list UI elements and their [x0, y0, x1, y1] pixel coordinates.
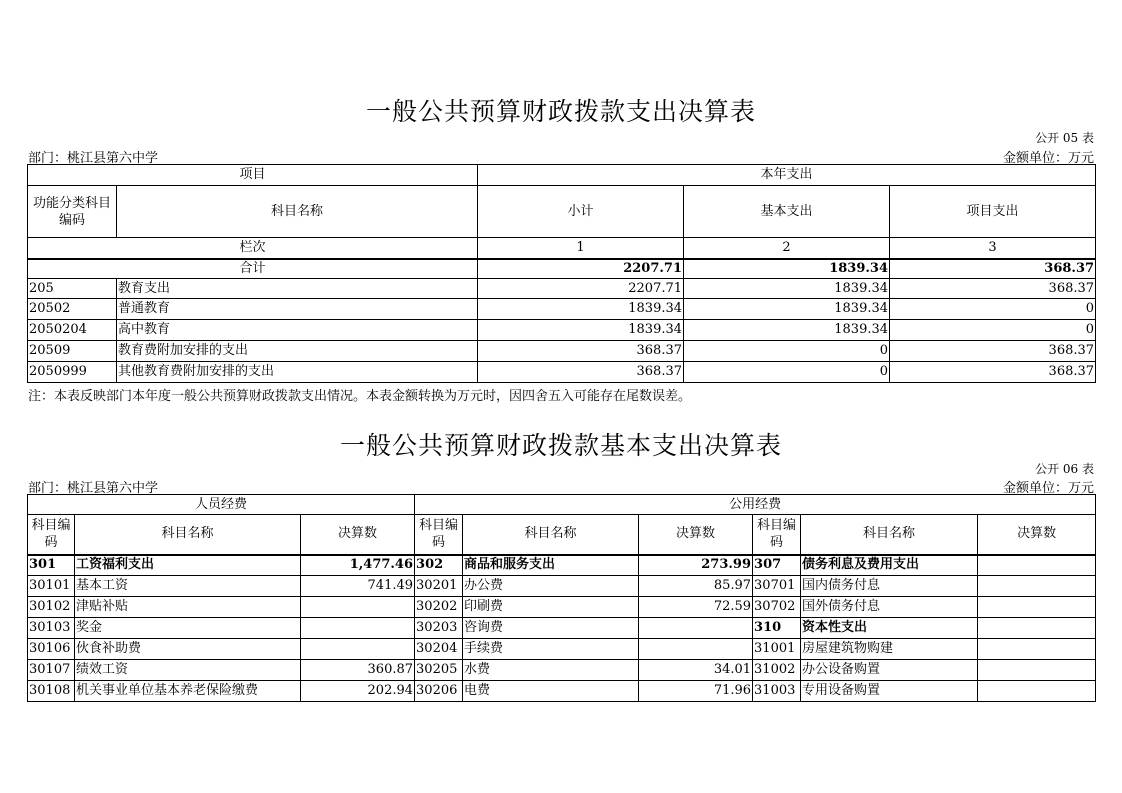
table-row [28, 597, 1096, 618]
row-code-1: 30101 [28, 576, 75, 597]
row-name: 高中教育 [117, 320, 478, 341]
row-amount-1 [301, 618, 415, 639]
row-project: 368.37 [890, 341, 1096, 362]
row-code-3: 31003 [753, 681, 801, 702]
total-project: 368.37 [890, 259, 1096, 279]
row-amount-1: 1,477.46 [301, 555, 415, 576]
table-row [28, 341, 1096, 362]
row-subtotal: 368.37 [478, 362, 684, 383]
table2-number: 公开 06 表 [1035, 462, 1094, 476]
row-amount-2: 72.59 [639, 597, 753, 618]
header-name-1: 科目名称 [75, 515, 301, 555]
header-item: 项目 [28, 165, 478, 186]
row-code-3: 307 [753, 555, 801, 576]
table2-title: 一般公共预算财政拨款基本支出决算表 [339, 431, 782, 460]
row-name-2: 水费 [463, 660, 639, 681]
row-name-2: 电费 [463, 681, 639, 702]
row-amount-1: 360.87 [301, 660, 415, 681]
table1-department: 部门：桃江县第六中学 [28, 151, 159, 166]
header-personnel: 人员经费 [28, 495, 415, 515]
row-name: 普通教育 [117, 299, 478, 320]
header-project: 项目支出 [890, 186, 1096, 238]
table1-title: 一般公共预算财政拨款支出决算表 [365, 97, 756, 126]
header-public: 公用经费 [415, 495, 1096, 515]
row-basic: 0 [684, 362, 890, 383]
header-current-year: 本年支出 [478, 165, 1096, 186]
row-amount-3 [978, 597, 1096, 618]
row-code-3: 30701 [753, 576, 801, 597]
row-name: 教育费附加安排的支出 [117, 341, 478, 362]
appropriation-expenditure-table [27, 164, 1096, 383]
total-label: 合计 [28, 259, 478, 279]
table-row [28, 362, 1096, 383]
table2-department: 部门：桃江县第六中学 [28, 481, 159, 496]
row-basic: 1839.34 [684, 299, 890, 320]
row-name-1: 机关事业单位基本养老保险缴费 [75, 681, 301, 702]
row-code-2: 30204 [415, 639, 463, 660]
row-amount-1 [301, 597, 415, 618]
row-code-3: 310 [753, 618, 801, 639]
column-number-2: 2 [684, 238, 890, 259]
column-number-3: 3 [890, 238, 1096, 259]
row-code-2: 30201 [415, 576, 463, 597]
table-row [28, 299, 1096, 320]
header-amount-1: 决算数 [301, 515, 415, 555]
header-subtotal: 小计 [478, 186, 684, 238]
row-project: 368.37 [890, 279, 1096, 299]
row-subtotal: 1839.34 [478, 320, 684, 341]
row-amount-1: 202.94 [301, 681, 415, 702]
row-code-1: 30103 [28, 618, 75, 639]
header-code-2: 科目编码 [415, 515, 463, 555]
table-row [28, 618, 1096, 639]
row-name: 教育支出 [117, 279, 478, 299]
header-name: 科目名称 [117, 186, 478, 238]
header-code-3: 科目编码 [753, 515, 801, 555]
row-name-3: 债务利息及费用支出 [801, 555, 978, 576]
row-name-1: 基本工资 [75, 576, 301, 597]
row-amount-2: 71.96 [639, 681, 753, 702]
row-amount-2: 85.97 [639, 576, 753, 597]
row-amount-1 [301, 639, 415, 660]
row-subtotal: 368.37 [478, 341, 684, 362]
row-amount-3 [978, 576, 1096, 597]
table-row [28, 320, 1096, 341]
row-code: 20502 [28, 299, 117, 320]
table-row [28, 660, 1096, 681]
row-name-3: 资本性支出 [801, 618, 978, 639]
table-row [28, 555, 1096, 576]
row-name-3: 专用设备购置 [801, 681, 978, 702]
row-project: 368.37 [890, 362, 1096, 383]
row-code: 20509 [28, 341, 117, 362]
row-name-1: 工资福利支出 [75, 555, 301, 576]
row-name-2: 商品和服务支出 [463, 555, 639, 576]
table-row [28, 681, 1096, 702]
row-amount-2: 34.01 [639, 660, 753, 681]
row-name-3: 国内债务付息 [801, 576, 978, 597]
row-project: 0 [890, 299, 1096, 320]
row-subtotal: 2207.71 [478, 279, 684, 299]
row-name-1: 绩效工资 [75, 660, 301, 681]
row-name-3: 国外债务付息 [801, 597, 978, 618]
header-basic: 基本支出 [684, 186, 890, 238]
row-code-1: 30108 [28, 681, 75, 702]
row-name-2: 印刷费 [463, 597, 639, 618]
header-name-2: 科目名称 [463, 515, 639, 555]
row-code: 2050204 [28, 320, 117, 341]
total-basic: 1839.34 [684, 259, 890, 279]
table2-unit: 金额单位：万元 [1002, 481, 1094, 496]
row-code-2: 30205 [415, 660, 463, 681]
row-amount-3 [978, 555, 1096, 576]
row-name-2: 办公费 [463, 576, 639, 597]
table-row [28, 639, 1096, 660]
column-number-1: 1 [478, 238, 684, 259]
row-subtotal: 1839.34 [478, 299, 684, 320]
header-amount-2: 决算数 [639, 515, 753, 555]
row-code-3: 30702 [753, 597, 801, 618]
basic-expenditure-table [27, 494, 1096, 702]
table1-note: 注：本表反映部门本年度一般公共预算财政拨款支出情况。本表金额转换为万元时，因四舍五入可能存在尾数误差。 [28, 389, 692, 404]
row-amount-2 [639, 618, 753, 639]
row-code-1: 30106 [28, 639, 75, 660]
row-code-1: 30102 [28, 597, 75, 618]
row-code-2: 30203 [415, 618, 463, 639]
row-amount-3 [978, 660, 1096, 681]
total-row [28, 259, 1096, 279]
row-code: 205 [28, 279, 117, 299]
row-name: 其他教育费附加安排的支出 [117, 362, 478, 383]
table1-unit: 金额单位：万元 [1002, 151, 1094, 166]
row-code-1: 30107 [28, 660, 75, 681]
row-amount-3 [978, 618, 1096, 639]
row-code-3: 31002 [753, 660, 801, 681]
row-code: 2050999 [28, 362, 117, 383]
row-basic: 0 [684, 341, 890, 362]
row-basic: 1839.34 [684, 320, 890, 341]
row-code-1: 301 [28, 555, 75, 576]
row-basic: 1839.34 [684, 279, 890, 299]
row-amount-2: 273.99 [639, 555, 753, 576]
table-row [28, 576, 1096, 597]
row-name-2: 咨询费 [463, 618, 639, 639]
header-name-3: 科目名称 [801, 515, 978, 555]
row-code-2: 30202 [415, 597, 463, 618]
table1-number: 公开 05 表 [1035, 131, 1094, 145]
row-code-2: 30206 [415, 681, 463, 702]
row-name-1: 奖金 [75, 618, 301, 639]
row-amount-3 [978, 639, 1096, 660]
row-code-3: 31001 [753, 639, 801, 660]
row-amount-1: 741.49 [301, 576, 415, 597]
row-name-2: 手续费 [463, 639, 639, 660]
row-project: 0 [890, 320, 1096, 341]
header-code-1: 科目编码 [28, 515, 75, 555]
row-name-1: 伙食补助费 [75, 639, 301, 660]
row-amount-3 [978, 681, 1096, 702]
column-label: 栏次 [28, 238, 478, 259]
header-code: 功能分类科目编码 [28, 186, 117, 238]
header-amount-3: 决算数 [978, 515, 1096, 555]
row-name-3: 办公设备购置 [801, 660, 978, 681]
row-name-1: 津贴补贴 [75, 597, 301, 618]
row-name-3: 房屋建筑物购建 [801, 639, 978, 660]
row-code-2: 302 [415, 555, 463, 576]
row-amount-2 [639, 639, 753, 660]
total-subtotal: 2207.71 [478, 259, 684, 279]
table-row [28, 279, 1096, 299]
